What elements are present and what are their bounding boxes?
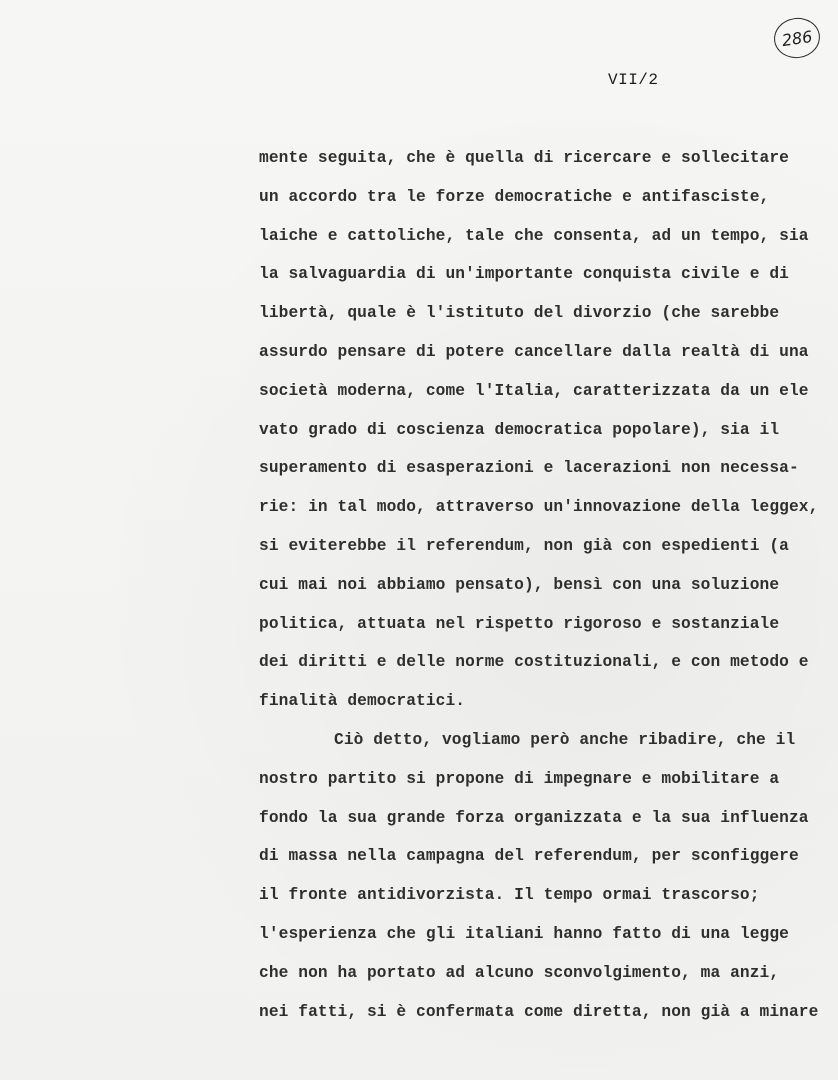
- typed-body-text: [259, 146, 834, 1038]
- text-line: nostro partito si propone di impegnare e mobilitare a: [259, 769, 780, 788]
- text-line: superamento di esasperazioni e lacerazioni non necessa-: [259, 459, 799, 478]
- text-line: dei diritti e delle norme costituzionali, e con metodo e: [259, 653, 809, 672]
- paragraph-first-line: Ciò detto, vogliamo però anche ribadire, che il: [334, 730, 796, 749]
- text-line: nei fatti, si è confermata come diretta, non già a minare: [259, 1002, 819, 1021]
- text-line: libertà, quale è l'istituto del divorzio (che sarebbe: [259, 304, 780, 323]
- text-line: di massa nella campagna del referendum, per sconfiggere: [259, 847, 799, 866]
- text-line: vato grado di coscienza democratica popolare), sia il: [259, 420, 780, 439]
- text-line: un accordo tra le forze democratiche e antifasciste,: [259, 187, 770, 206]
- page-number: VII/2: [608, 71, 659, 89]
- text-line: mente seguita, che è quella di ricercare e sollecitare: [259, 149, 789, 167]
- text-line: il fronte antidivorzista. Il tempo ormai trascorso;: [259, 886, 760, 905]
- archive-page-stamp: 286: [771, 15, 822, 61]
- text-line: rie: in tal modo, attraverso un'innovazione della leggex,: [259, 498, 819, 517]
- text-line: società moderna, come l'Italia, caratterizzata da un ele: [259, 381, 809, 400]
- text-line: finalità democratici.: [259, 692, 466, 711]
- text-line: laiche e cattoliche, tale che consenta, ad un tempo, sia: [259, 226, 809, 245]
- text-line: che non ha portato ad alcuno sconvolgimento, ma anzi,: [259, 963, 780, 982]
- text-line: si eviterebbe il referendum, non già con espedienti (a: [259, 536, 789, 555]
- text-line: cui mai noi abbiamo pensato), bensì con una soluzione: [259, 575, 780, 594]
- text-line: l'esperienza che gli italiani hanno fatto di una legge: [259, 924, 789, 943]
- text-line: assurdo pensare di potere cancellare dalla realtà di una: [259, 342, 809, 361]
- text-line: la salvaguardia di un'importante conquista civile e di: [259, 265, 789, 284]
- text-line: politica, attuata nel rispetto rigoroso e sostanziale: [259, 614, 780, 633]
- text-line: fondo la sua grande forza organizzata e la sua influenza: [259, 808, 809, 827]
